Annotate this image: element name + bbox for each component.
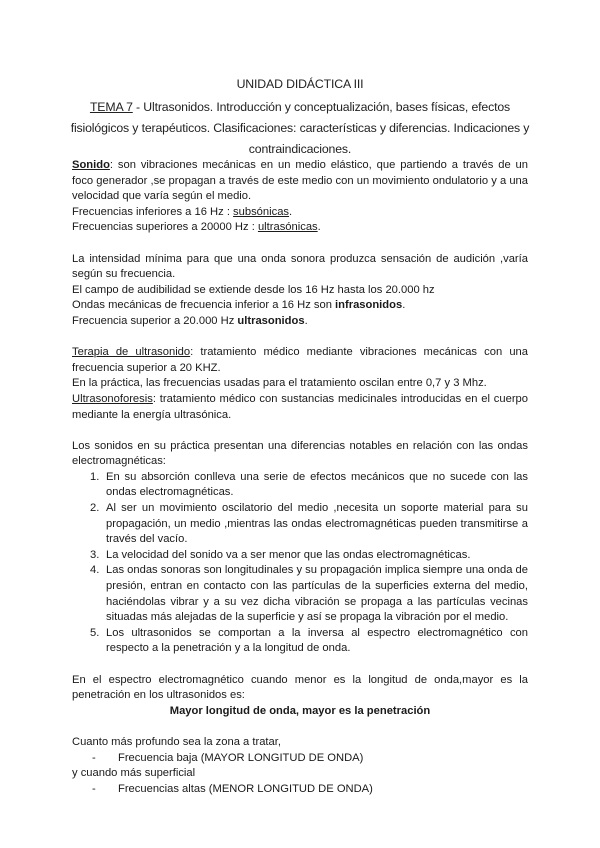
list-item — [72, 782, 528, 798]
superficial-list — [72, 782, 528, 798]
list-number: 2. — [90, 502, 100, 515]
ultrasonoforesis-term: Ultrasonoforesis — [72, 392, 153, 405]
document-body — [72, 158, 528, 797]
tema-description: - Ultrasonidos. Introducción y conceptualización, bases físicas, efectos fisiológicos y terapéuticos. Clasificaciones: características y diferencias. Indicaciones y contraindicaciones. — [70, 100, 530, 156]
list-number: 3. — [90, 548, 100, 561]
list-text: Frecuencia baja (MAYOR LONGITUD DE ONDA) — [118, 751, 364, 764]
intensidad-line: La intensidad mínima para que una onda sonora produzca sensación de audición ,varía según su frecuencia. — [72, 252, 528, 281]
subsonicas-term: subsónicas — [233, 205, 290, 218]
profundidad-line: Cuanto más profundo sea la zona a tratar, — [72, 735, 281, 748]
ultrasonidos-line — [72, 314, 528, 330]
list-item — [72, 501, 528, 548]
list-item — [72, 548, 528, 564]
infrasonidos-period: . — [402, 299, 406, 312]
terapia-term: Terapia de ultrasonido — [72, 346, 191, 359]
sup-prefix: Frecuencias superiores a 20000 Hz : — [72, 221, 258, 234]
dash-bullet: - — [92, 782, 96, 795]
ultrasonoforesis-text: : tratamiento médico con sustancias medicinales introducidas en el cuerpo mediante la energía ultrasónica. — [72, 392, 528, 421]
tema-label: TEMA 7 — [89, 100, 133, 114]
list-item — [72, 470, 528, 501]
infrasonidos-term: infrasonidos — [335, 299, 403, 312]
espectro-text: En el espectro electromagnético cuando menor es la longitud de onda,mayor es la penetración en los ultrasonidos es: — [72, 673, 528, 702]
inf-prefix: Frecuencias inferiores a 16 Hz : — [72, 205, 234, 218]
superficial-line: y cuando más superficial — [72, 767, 196, 780]
sonido-term: Sonido — [72, 159, 110, 171]
list-item — [72, 563, 528, 625]
section-profundidad — [72, 735, 528, 797]
diferencias-list — [72, 470, 528, 657]
dash-bullet: - — [92, 751, 96, 764]
sonido-definition — [72, 158, 528, 205]
section-espectro — [72, 673, 528, 720]
penetracion-highlight: Mayor longitud de onda, mayor es la penetración — [169, 704, 431, 717]
list-text: Frecuencias altas (MENOR LONGITUD DE ONDA) — [118, 782, 373, 795]
ultrasonidos-term: ultrasonidos — [237, 314, 305, 327]
section-terapia — [72, 345, 528, 423]
ultrasonidos-prefix: Frecuencia superior a 20.000 Hz — [72, 314, 238, 327]
sonido-definition-text: : son vibraciones mecánicas en un medio elástico, que partiendo a través de un foco generador ,se propagan a través de este medio con un movimiento ondulatorio y a una velocidad que varía según el medio. — [72, 159, 528, 203]
section-sonido — [72, 158, 528, 236]
section-diferencias — [72, 439, 528, 657]
ultrasonicas-term: ultrasónicas — [257, 221, 318, 234]
frecuencias-superiores — [72, 220, 528, 236]
list-text: En su absorción conlleva una serie de efectos mecánicos que no sucede con las ondas electromagnéticas. — [106, 470, 528, 499]
list-text: La velocidad del sonido va a ser menor que las ondas electromagnéticas. — [106, 548, 471, 561]
ultrasonoforesis-definition — [72, 392, 528, 423]
section-intensidad — [72, 252, 528, 330]
list-text: Los ultrasonidos se comportan a la inversa al espectro electromagnético con respecto a la penetración y a la longitud de onda. — [106, 626, 528, 655]
tema-heading — [60, 97, 540, 160]
list-text: Al ser un movimiento oscilatorio del medio ,necesita un soporte material para su propagación, un medio ,mientras las ondas electromagnéticas pueden transmitirse a través del vacío. — [106, 502, 528, 546]
list-number: 1. — [90, 470, 100, 483]
terapia-definition — [72, 345, 528, 376]
frecuencias-inferiores — [72, 205, 528, 221]
list-item — [72, 626, 528, 657]
sup-period: . — [317, 221, 321, 234]
list-text: Las ondas sonoras son longitudinales y su propagación implica siempre una onda de presión, entran en contacto con las partículas de la superficies externa del medio, haciéndolas vibrar y a su vez dicha vibración se propaga a las partículas vecinas situadas más alejadas de la superficie y así se propaga la vibración por el medio. — [106, 564, 528, 624]
profundidad-list — [72, 751, 528, 767]
list-number: 4. — [90, 564, 100, 577]
diferencias-intro: Los sonidos en su práctica presentan una diferencias notables en relación con las ondas electromagnéticas: — [72, 439, 528, 468]
unit-title: UNIDAD DIDÁCTICA III — [236, 77, 364, 91]
list-item — [72, 751, 528, 767]
audibilidad-line: El campo de audibilidad se extiende desde los 16 Hz hasta los 20.000 hz — [72, 283, 435, 296]
list-number: 5. — [90, 626, 100, 639]
infrasonidos-prefix: Ondas mecánicas de frecuencia inferior a 16 Hz son — [72, 299, 336, 312]
terapia-definition-text: : tratamiento médico mediante vibraciones mecánicas con una frecuencia superior a 20 KHZ. — [72, 346, 528, 374]
ultrasonidos-period: . — [304, 314, 308, 327]
inf-period: . — [289, 205, 293, 218]
page-header — [60, 74, 540, 160]
infrasonidos-line — [72, 298, 528, 314]
practica-line: En la práctica, las frecuencias usadas para el tratamiento oscilan entre 0,7 y 3 Mhz. — [72, 377, 487, 390]
